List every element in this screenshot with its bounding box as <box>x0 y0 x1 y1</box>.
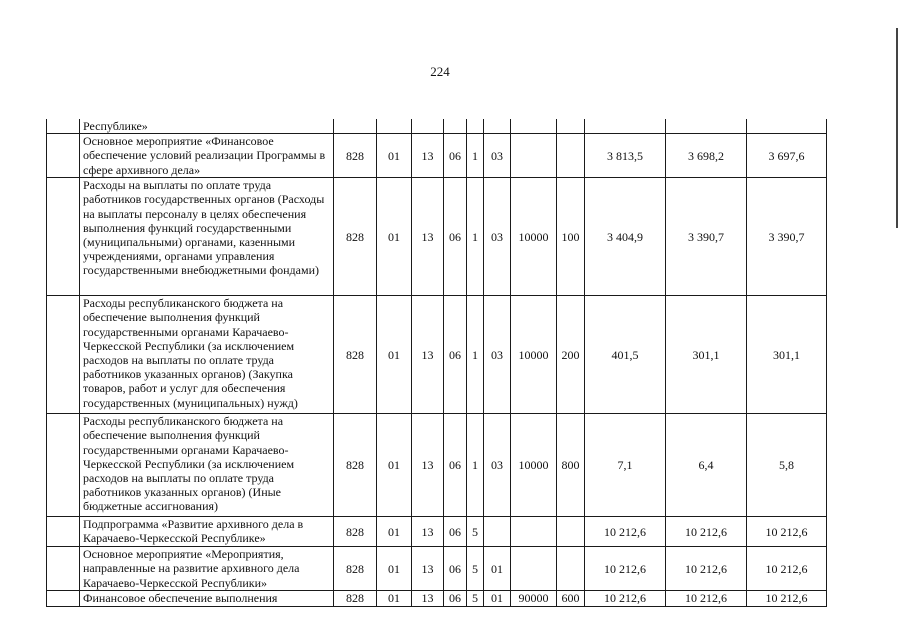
value-cell-pr: 13 <box>412 178 444 296</box>
value-cell-pr: 13 <box>412 517 444 547</box>
value-cell-g1: 06 <box>444 178 467 296</box>
row-name-cell: Финансовое обеспечение выполнения <box>80 591 334 607</box>
value-cell-ved: 828 <box>334 591 377 607</box>
value-cell-g1: 06 <box>444 517 467 547</box>
page-bottom <box>46 610 840 640</box>
value-cell-y3: 10 212,6 <box>747 517 827 547</box>
value-cell-y2: 10 212,6 <box>666 547 747 591</box>
value-cell-ved: 828 <box>334 178 377 296</box>
value-cell-g3 <box>484 517 511 547</box>
row-name-cell: Расходы республиканского бюджета на обеспечение выполнения функций государственными органами Карачаево-Черкесской Республики (за исключением расходов на выплаты по оплате труда работников указанных органов) (Иные бюджетные ассигнования) <box>80 414 334 517</box>
value-cell-ved: 828 <box>334 414 377 517</box>
value-cell-g4 <box>511 134 557 178</box>
value-cell-y1: 10 212,6 <box>585 547 666 591</box>
scan-edge-line <box>896 28 898 228</box>
value-cell-y1 <box>585 119 666 134</box>
row-number-cell <box>47 178 80 296</box>
value-cell-g4 <box>511 517 557 547</box>
row-name-cell: Расходы на выплаты по оплате труда работников государственных органов (Расходы на выплаты персоналу в целях обеспечения выполнения функций государственными (муниципальными) органами, казенными учреждениями, органами управления государственными внебюджетными фондами) <box>80 178 334 296</box>
value-cell-vr: 600 <box>557 591 585 607</box>
value-cell-g2: 5 <box>467 517 484 547</box>
value-cell-g1: 06 <box>444 591 467 607</box>
value-cell-y2: 6,4 <box>666 414 747 517</box>
value-cell-rz: 01 <box>377 517 412 547</box>
value-cell-vr: 100 <box>557 178 585 296</box>
table-row <box>47 296 827 414</box>
row-number-cell <box>47 547 80 591</box>
value-cell-pr: 13 <box>412 414 444 517</box>
value-cell-y1: 10 212,6 <box>585 517 666 547</box>
value-cell-g3: 01 <box>484 591 511 607</box>
value-cell-vr: 200 <box>557 296 585 414</box>
value-cell-g3: 03 <box>484 296 511 414</box>
value-cell-g2: 1 <box>467 178 484 296</box>
value-cell-g4: 10000 <box>511 296 557 414</box>
value-cell-ved: 828 <box>334 547 377 591</box>
row-name-cell: Расходы республиканского бюджета на обеспечение выполнения функций государственными органами Карачаево-Черкесской Республики (за исключением расходов на выплаты по оплате труда работников указанных органов) (Закупка товаров, работ и услуг для обеспечения государственных (муниципальных) нужд) <box>80 296 334 414</box>
value-cell-g4: 90000 <box>511 591 557 607</box>
value-cell-g4: 10000 <box>511 414 557 517</box>
value-cell-g1 <box>444 119 467 134</box>
value-cell-y1: 3 404,9 <box>585 178 666 296</box>
row-number-cell <box>47 414 80 517</box>
value-cell-vr <box>557 517 585 547</box>
value-cell-ved: 828 <box>334 134 377 178</box>
value-cell-rz: 01 <box>377 547 412 591</box>
value-cell-vr <box>557 547 585 591</box>
value-cell-rz <box>377 119 412 134</box>
value-cell-rz: 01 <box>377 178 412 296</box>
value-cell-y3: 3 697,6 <box>747 134 827 178</box>
value-cell-pr: 13 <box>412 296 444 414</box>
row-number-cell <box>47 119 80 134</box>
value-cell-g3: 03 <box>484 414 511 517</box>
value-cell-y2: 3 698,2 <box>666 134 747 178</box>
page-number: 224 <box>430 64 450 79</box>
value-cell-g4 <box>511 119 557 134</box>
value-cell-g1: 06 <box>444 414 467 517</box>
row-name-cell: Подпрограмма «Развитие архивного дела в Карачаево-Черкесской Республике» <box>80 517 334 547</box>
value-cell-g2: 1 <box>467 296 484 414</box>
table-row <box>47 547 827 591</box>
row-name-cell: Основное мероприятие «Мероприятия, направленные на развитие архивного дела Карачаево-Черкесской Республики» <box>80 547 334 591</box>
value-cell-g2 <box>467 119 484 134</box>
table-row <box>47 517 827 547</box>
value-cell-g3: 03 <box>484 178 511 296</box>
value-cell-ved <box>334 119 377 134</box>
row-number-cell <box>47 517 80 547</box>
table-row <box>47 119 827 134</box>
table-row <box>47 134 827 178</box>
value-cell-y3: 301,1 <box>747 296 827 414</box>
value-cell-pr <box>412 119 444 134</box>
value-cell-rz: 01 <box>377 134 412 178</box>
value-cell-y3: 5,8 <box>747 414 827 517</box>
value-cell-rz: 01 <box>377 414 412 517</box>
value-cell-g2: 1 <box>467 134 484 178</box>
value-cell-g2: 5 <box>467 547 484 591</box>
value-cell-rz: 01 <box>377 296 412 414</box>
value-cell-vr <box>557 119 585 134</box>
value-cell-y3: 3 390,7 <box>747 178 827 296</box>
value-cell-g3: 03 <box>484 134 511 178</box>
row-name-cell: Основное мероприятие «Финансовое обеспечение условий реализации Программы в сфере архивного дела» <box>80 134 334 178</box>
value-cell-g1: 06 <box>444 547 467 591</box>
table-row <box>47 178 827 296</box>
row-number-cell <box>47 591 80 607</box>
value-cell-y1: 401,5 <box>585 296 666 414</box>
value-cell-vr <box>557 134 585 178</box>
value-cell-g1: 06 <box>444 296 467 414</box>
value-cell-g2: 5 <box>467 591 484 607</box>
value-cell-y2: 10 212,6 <box>666 517 747 547</box>
value-cell-vr: 800 <box>557 414 585 517</box>
value-cell-y2 <box>666 119 747 134</box>
value-cell-g4 <box>511 547 557 591</box>
value-cell-ved: 828 <box>334 296 377 414</box>
table-body <box>47 119 827 607</box>
value-cell-y1: 3 813,5 <box>585 134 666 178</box>
value-cell-y3: 10 212,6 <box>747 591 827 607</box>
value-cell-g3 <box>484 119 511 134</box>
row-number-cell <box>47 134 80 178</box>
table-row <box>47 591 827 607</box>
value-cell-rz: 01 <box>377 591 412 607</box>
value-cell-pr: 13 <box>412 591 444 607</box>
row-name-cell: Республике» <box>80 119 334 134</box>
table-row <box>47 414 827 517</box>
value-cell-y1: 7,1 <box>585 414 666 517</box>
value-cell-g1: 06 <box>444 134 467 178</box>
value-cell-y3: 10 212,6 <box>747 547 827 591</box>
value-cell-g2: 1 <box>467 414 484 517</box>
value-cell-g4: 10000 <box>511 178 557 296</box>
value-cell-y1: 10 212,6 <box>585 591 666 607</box>
value-cell-pr: 13 <box>412 547 444 591</box>
value-cell-y2: 301,1 <box>666 296 747 414</box>
value-cell-pr: 13 <box>412 134 444 178</box>
value-cell-g3: 01 <box>484 547 511 591</box>
value-cell-y2: 3 390,7 <box>666 178 747 296</box>
row-number-cell <box>47 296 80 414</box>
budget-table <box>46 119 827 607</box>
value-cell-y3 <box>747 119 827 134</box>
value-cell-y2: 10 212,6 <box>666 591 747 607</box>
value-cell-ved: 828 <box>334 517 377 547</box>
